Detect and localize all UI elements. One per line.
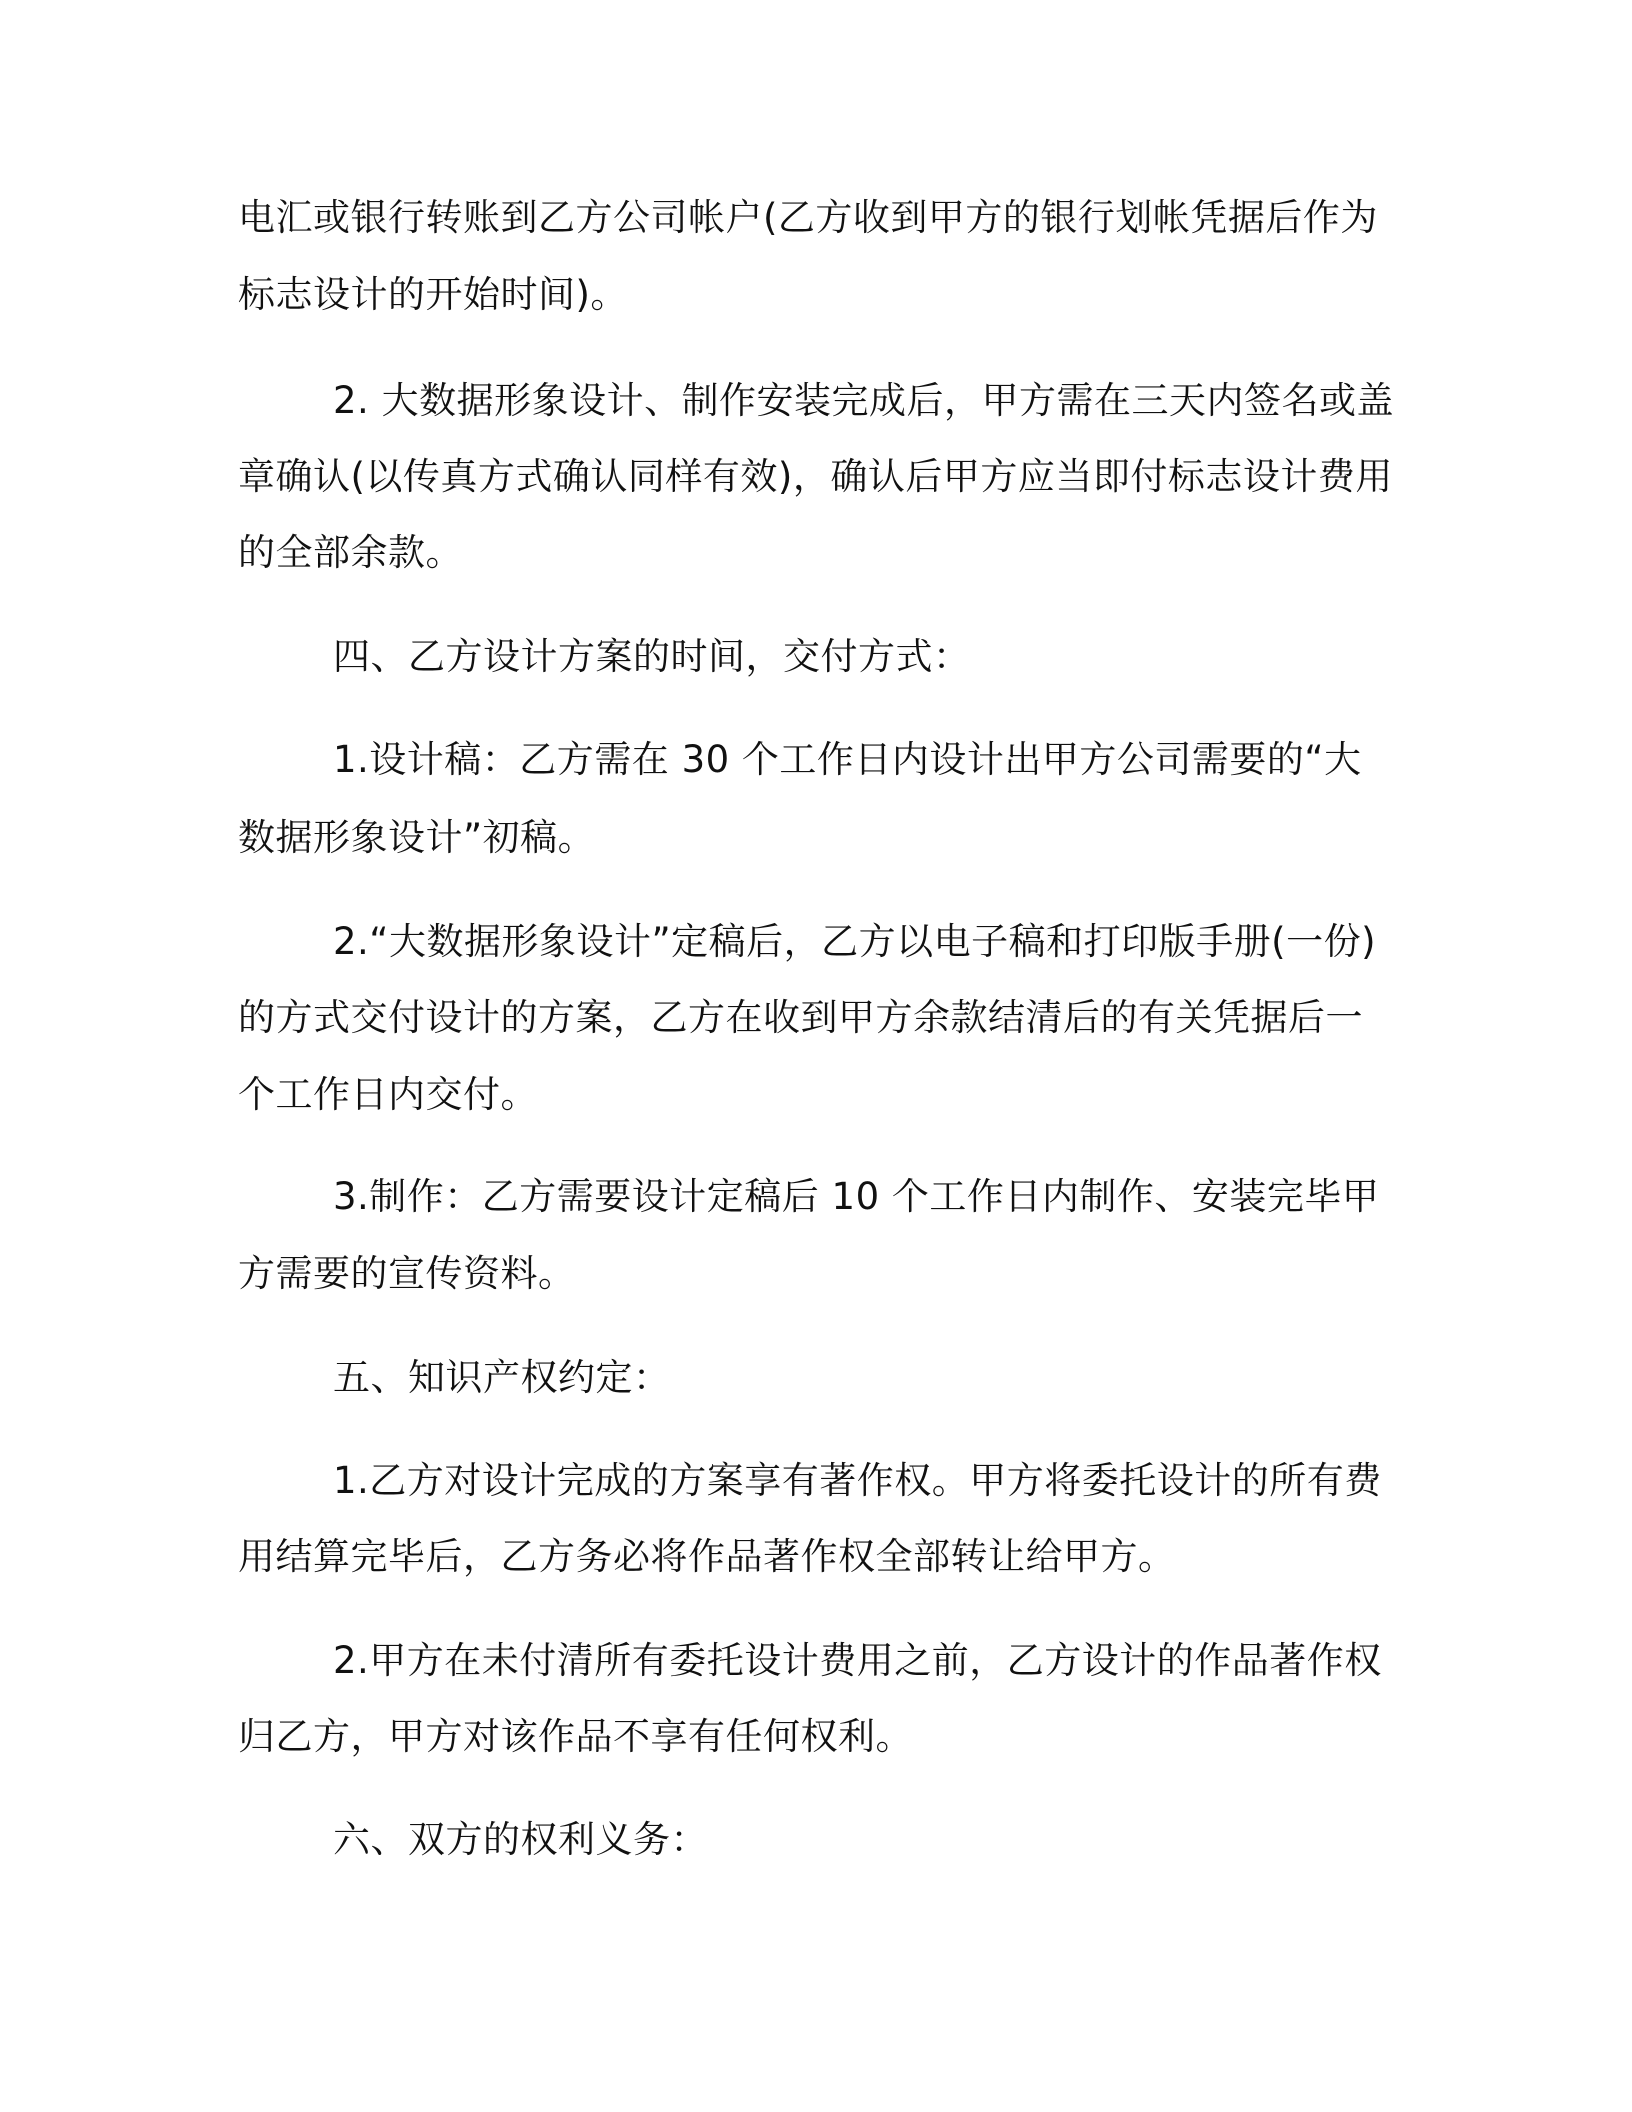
paragraph-line: 1.设计稿：乙方需在 30 个工作日内设计出甲方公司需要的“大 [333,738,1362,781]
paragraph-line: 方需要的宣传资料。 [238,1252,576,1295]
paragraph-line: 3.制作：乙方需要设计定稿后 10 个工作日内制作、安装完毕甲 [333,1175,1380,1218]
paragraph-line: 2. 大数据形象设计、制作安装完成后，甲方需在三天内签名或盖 [333,379,1395,422]
paragraph-line: 个工作日内交付。 [238,1073,538,1116]
section-heading: 六、双方的权利义务： [333,1818,708,1861]
paragraph-line: 章确认(以传真方式确认同样有效)，确认后甲方应当即付标志设计费用 [238,455,1393,498]
paragraph-line: 1.乙方对设计完成的方案享有著作权。甲方将委托设计的所有费 [333,1459,1382,1502]
section-heading: 五、知识产权约定： [333,1356,671,1399]
paragraph-line: 数据形象设计”初稿。 [238,816,596,859]
paragraph-line: 的全部余款。 [238,531,463,574]
paragraph-line: 2.“大数据形象设计”定稿后，乙方以电子稿和打印版手册(一份) [333,920,1377,963]
paragraph-line: 的方式交付设计的方案，乙方在收到甲方余款结清后的有关凭据后一 [238,996,1363,1039]
paragraph-line: 2.甲方在未付清所有委托设计费用之前，乙方设计的作品著作权 [333,1639,1382,1682]
paragraph-line: 归乙方，甲方对该作品不享有任何权利。 [238,1715,913,1758]
paragraph-line: 电汇或银行转账到乙方公司帐户(乙方收到甲方的银行划帐凭据后作为 [238,196,1378,239]
paragraph-line: 用结算完毕后，乙方务必将作品著作权全部转让给甲方。 [238,1535,1176,1578]
paragraph-line: 标志设计的开始时间)。 [238,273,628,316]
section-heading: 四、乙方设计方案的时间，交付方式： [333,635,971,678]
